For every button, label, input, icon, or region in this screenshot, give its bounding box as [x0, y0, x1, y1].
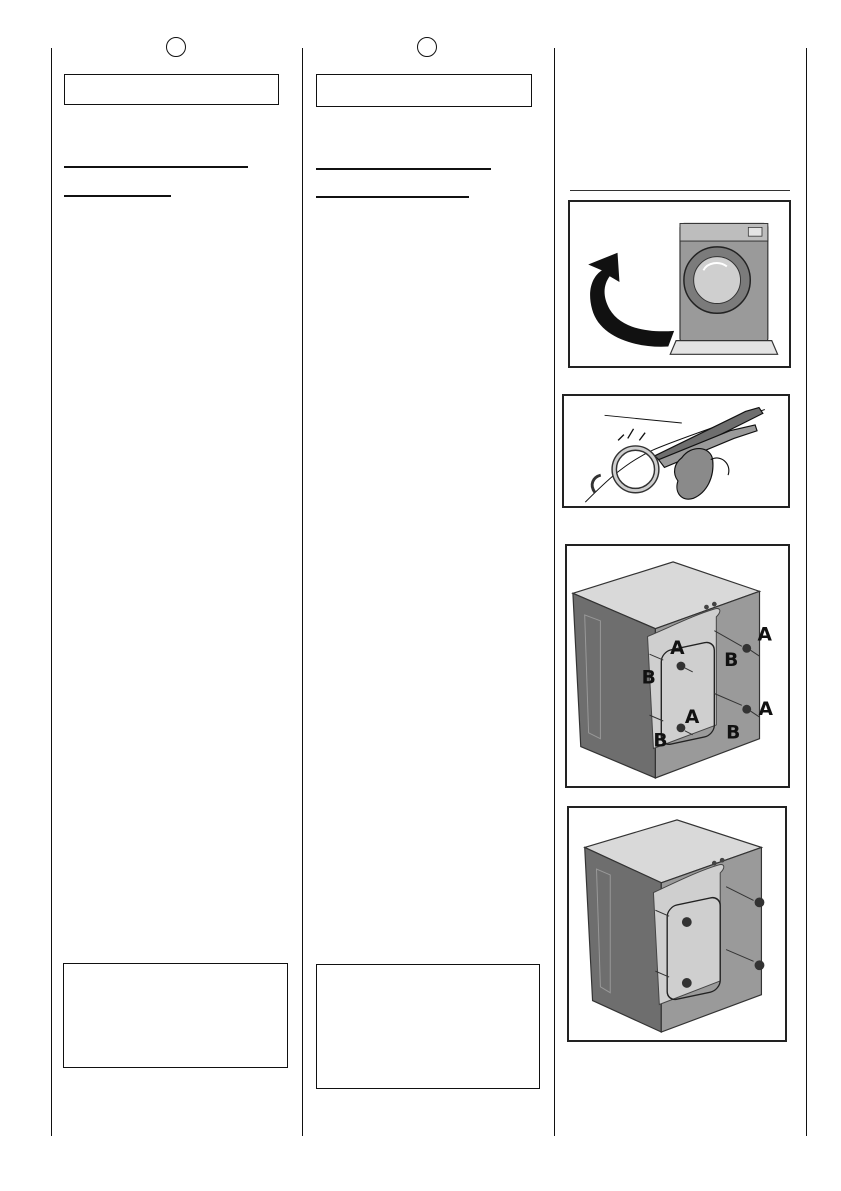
label-b-1: B — [641, 667, 656, 689]
figure-top-rule — [570, 190, 790, 191]
figure-remove-packaging-base — [568, 200, 791, 368]
label-a-2: A — [684, 706, 700, 728]
heading-underline-1b — [64, 195, 171, 197]
heading-underline-2b — [316, 196, 469, 198]
figure-transit-bolts-labelled — [565, 544, 790, 788]
language-marker-1 — [166, 37, 186, 57]
note-box-1 — [63, 963, 288, 1068]
column-rule-right — [806, 48, 807, 1136]
label-b-2: B — [653, 730, 668, 752]
label-a-4: A — [758, 699, 773, 721]
figure-remove-clip — [562, 394, 790, 508]
language-marker-2 — [417, 37, 437, 57]
column-rule-middle-left — [302, 48, 303, 1136]
rear-bolts-illustration — [567, 546, 788, 786]
lift-arrow-icon — [588, 253, 674, 347]
label-a-1: A — [670, 638, 685, 660]
section-title-box-2 — [316, 74, 532, 107]
remove-base-illustration — [570, 202, 789, 366]
column-rule-left — [51, 48, 52, 1136]
packaging-base — [670, 341, 777, 355]
rear-caps-illustration — [569, 808, 785, 1040]
section-title-box-1 — [64, 74, 279, 105]
label-a-3: A — [757, 624, 773, 646]
heading-underline-1a — [64, 166, 248, 168]
note-box-2 — [316, 964, 540, 1089]
label-b-4: B — [726, 722, 741, 744]
heading-underline-2a — [316, 168, 491, 170]
label-b-3: B — [724, 650, 739, 671]
column-rule-middle-right — [554, 48, 555, 1136]
pliers-illustration — [564, 396, 788, 506]
figure-transit-holes-capped — [567, 806, 787, 1042]
